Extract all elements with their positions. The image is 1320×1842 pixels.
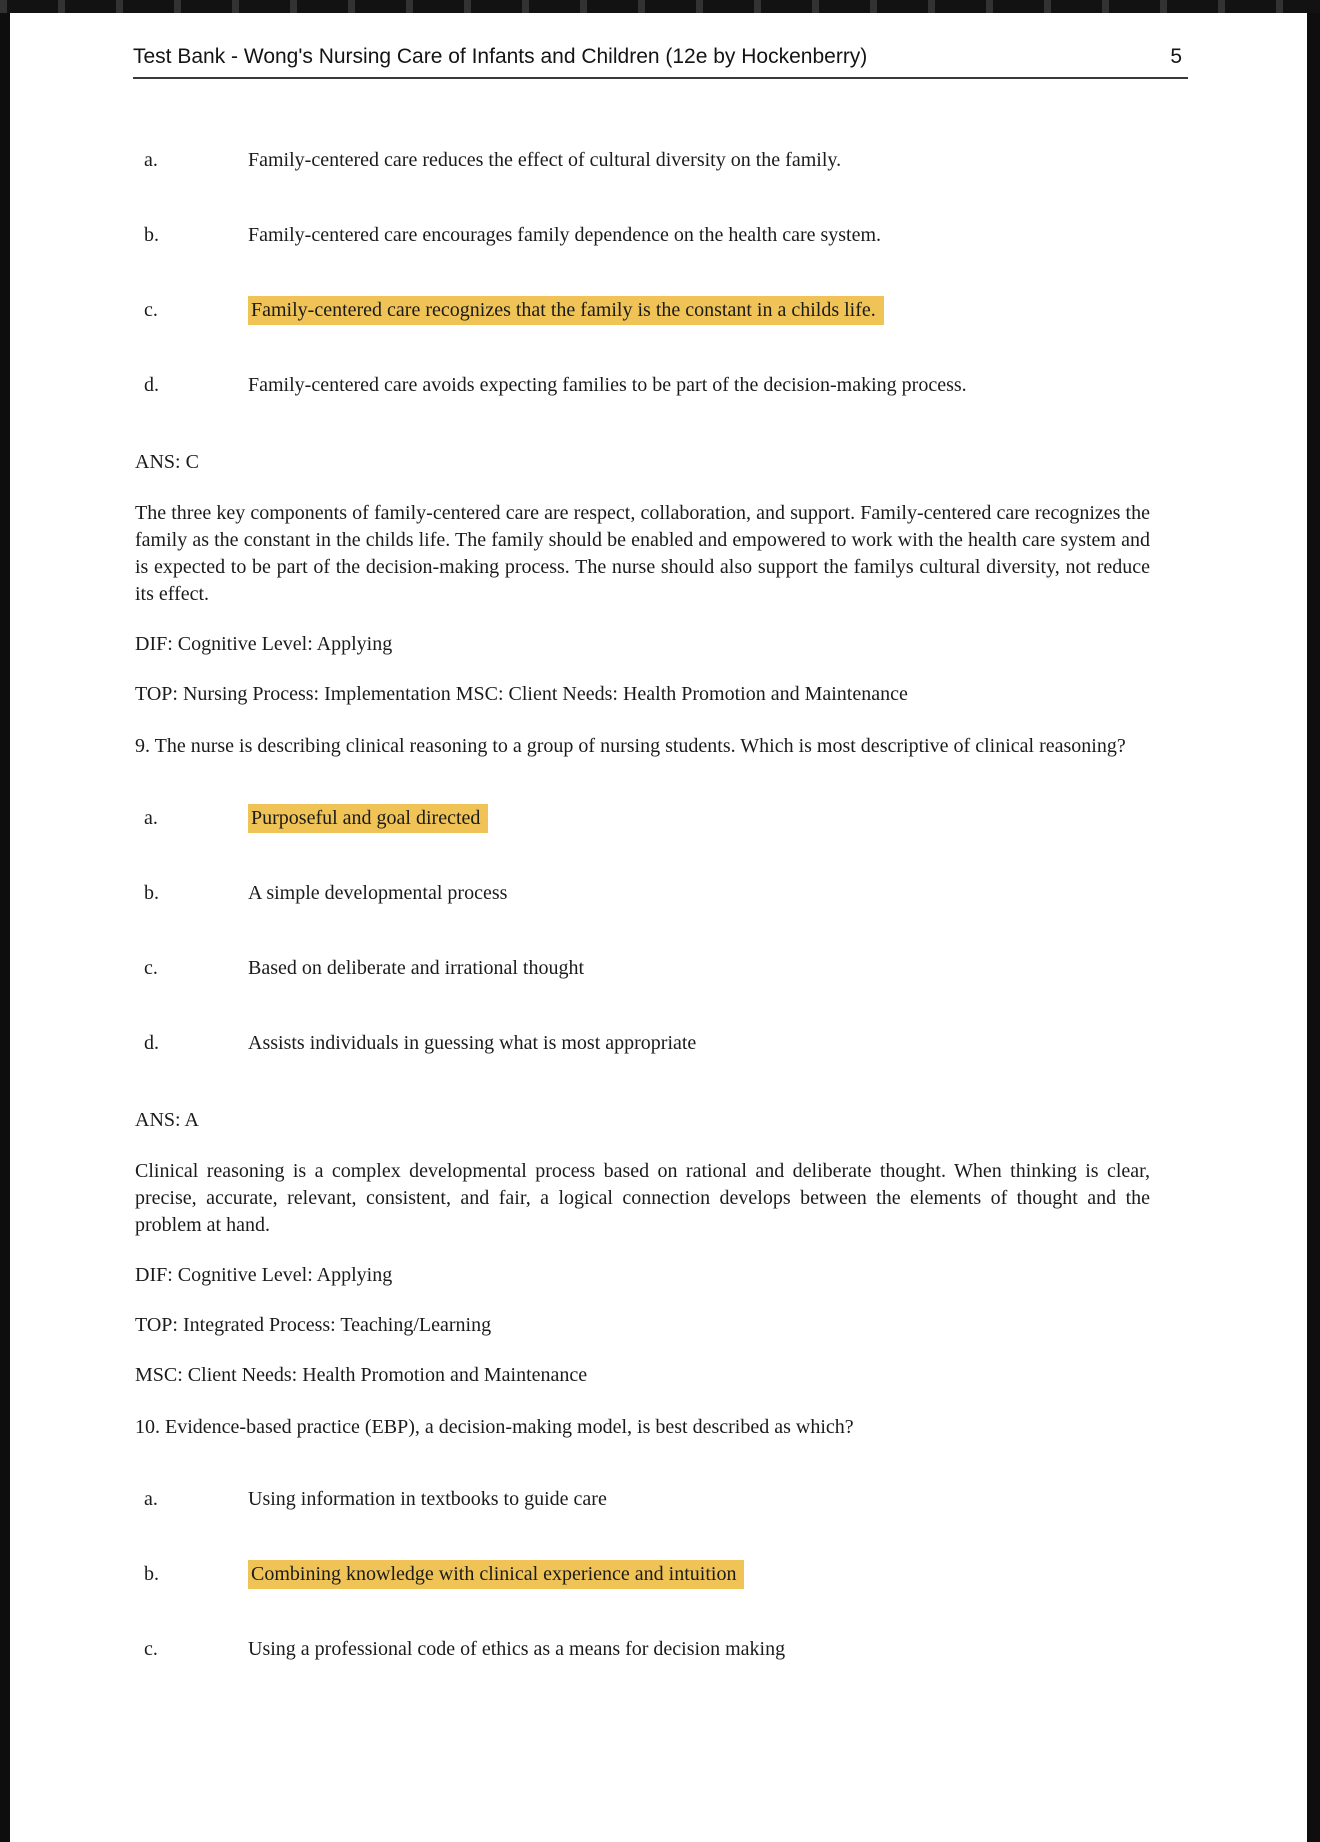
option-letter: c. <box>144 957 158 979</box>
option-letter: c. <box>144 1638 158 1660</box>
answer-option-row <box>135 1561 1150 1588</box>
answer-option-row <box>135 1030 1150 1057</box>
page-body <box>135 147 1150 1663</box>
answer-option-row <box>135 372 1150 399</box>
page-number: 5 <box>1170 45 1182 68</box>
option-letter: d. <box>144 1032 159 1054</box>
top-line: TOP: Integrated Process: Teaching/Learning <box>135 1314 492 1336</box>
option-letter: a. <box>144 807 158 829</box>
option-text: Assists individuals in guessing what is most appropriate <box>248 1032 697 1054</box>
page-top-edge <box>0 0 1320 13</box>
highlighted-option-text: Family-centered care recognizes that the family is the constant in a childs life. <box>248 296 884 325</box>
option-text: Family-centered care reduces the effect of cultural diversity on the family. <box>248 149 842 171</box>
answer-option-row <box>135 297 1150 324</box>
option-letter: b. <box>144 882 159 904</box>
option-text: Family-centered care avoids expecting families to be part of the decision-making process. <box>248 374 967 396</box>
answer-option-row <box>135 222 1150 249</box>
option-letter: b. <box>144 1563 159 1585</box>
dif-line: DIF: Cognitive Level: Applying <box>135 633 393 655</box>
option-letter: b. <box>144 224 159 246</box>
answer-line: ANS: C <box>135 451 199 473</box>
msc-line: MSC: Client Needs: Health Promotion and Maintenance <box>135 1364 588 1386</box>
answer-option-row <box>135 805 1150 832</box>
highlighted-option-text: Combining knowledge with clinical experience and intuition <box>248 1560 744 1589</box>
answer-option-row <box>135 1486 1150 1513</box>
option-text: Based on deliberate and irrational thought <box>248 957 585 979</box>
answer-option-row <box>135 147 1150 174</box>
question-stem: 9. The nurse is describing clinical reasoning to a group of nursing students. Which is most descriptive of clinical reasoning? <box>135 735 1126 757</box>
option-text: Using a professional code of ethics as a means for decision making <box>248 1638 786 1660</box>
rationale-paragraph: Clinical reasoning is a complex developmental process based on rational and deliberate thought. When thinking is clear, precise, accurate, relevant, consistent, and fair, a logical connection develops between the elements of thought and the problem at hand. <box>135 1160 1150 1236</box>
answer-line: ANS: A <box>135 1109 199 1131</box>
option-letter: a. <box>144 149 158 171</box>
option-text: Using information in textbooks to guide care <box>248 1488 607 1510</box>
option-text: Family-centered care encourages family dependence on the health care system. <box>248 224 882 246</box>
document-page <box>10 13 1307 1842</box>
answer-option-row <box>135 880 1150 907</box>
top-msc-line: TOP: Nursing Process: Implementation MSC: Client Needs: Health Promotion and Maintenance <box>135 683 908 705</box>
rationale-paragraph: The three key components of family-centered care are respect, collaboration, and support. Family-centered care recognizes the family as the constant in the childs life. The family should be enabled and empowered to work with the health care system and is expected to be part of the decision-making process. The nurse should also support the familys cultural diversity, not reduce its effect. <box>135 502 1150 605</box>
answer-option-row <box>135 955 1150 982</box>
option-letter: c. <box>144 299 158 321</box>
dif-line: DIF: Cognitive Level: Applying <box>135 1264 393 1286</box>
highlighted-option-text: Purposeful and goal directed <box>248 804 488 833</box>
page-header-title: Test Bank - Wong's Nursing Care of Infants and Children (12e by Hockenberry) <box>133 45 868 68</box>
question-stem: 10. Evidence-based practice (EBP), a decision-making model, is best described as which? <box>135 1416 854 1438</box>
page-header <box>133 44 1188 79</box>
answer-option-row <box>135 1636 1150 1663</box>
option-letter: d. <box>144 374 159 396</box>
option-text: A simple developmental process <box>248 882 508 904</box>
option-letter: a. <box>144 1488 158 1510</box>
